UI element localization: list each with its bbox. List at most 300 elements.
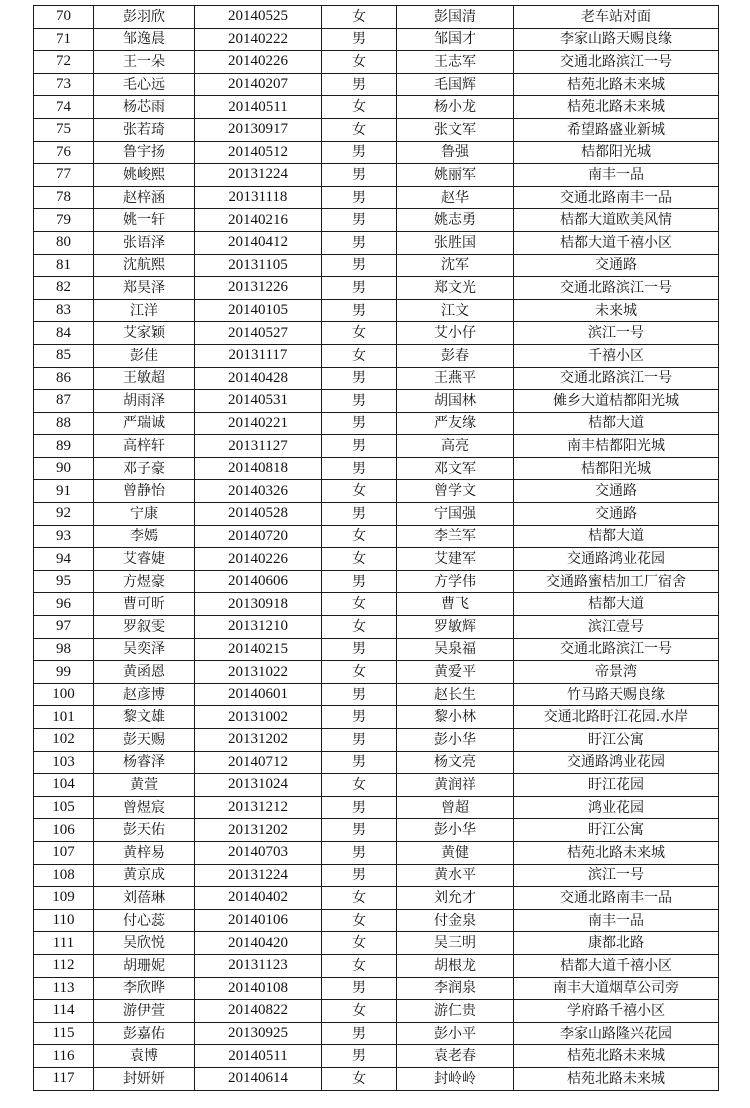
table-row (34, 706, 719, 729)
parent-name-cell: 艾小仔 (397, 322, 514, 345)
table-row (34, 51, 719, 74)
parent-name-cell: 黄润祥 (397, 774, 514, 797)
gender-cell: 女 (322, 322, 397, 345)
birth-date-cell: 20140712 (195, 751, 322, 774)
table-row (34, 864, 719, 887)
parent-name-cell: 严友缘 (397, 412, 514, 435)
gender-cell: 男 (322, 412, 397, 435)
table-row (34, 887, 719, 910)
table-row (34, 683, 719, 706)
home-address-cell: 康都北路 (514, 932, 719, 955)
home-address-cell: 交通路 (514, 254, 719, 277)
parent-name-cell: 胡根龙 (397, 954, 514, 977)
parent-name-cell: 游仁贵 (397, 1000, 514, 1023)
row-number-cell: 83 (34, 299, 94, 322)
table-row (34, 638, 719, 661)
birth-date-cell: 20140720 (195, 525, 322, 548)
gender-cell: 女 (322, 593, 397, 616)
parent-name-cell: 李润泉 (397, 977, 514, 1000)
home-address-cell: 桔都大道欧美风情 (514, 209, 719, 232)
student-name-cell: 杨睿泽 (94, 751, 195, 774)
table-row (34, 1000, 719, 1023)
table-row (34, 28, 719, 51)
home-address-cell: 交通路鸿业花园 (514, 751, 719, 774)
student-name-cell: 王一朵 (94, 51, 195, 74)
gender-cell: 男 (322, 186, 397, 209)
gender-cell: 男 (322, 299, 397, 322)
student-name-cell: 王敏超 (94, 367, 195, 390)
row-number-cell: 111 (34, 932, 94, 955)
student-name-cell: 彭天赐 (94, 729, 195, 752)
birth-date-cell: 20130925 (195, 1022, 322, 1045)
parent-name-cell: 李兰军 (397, 525, 514, 548)
parent-name-cell: 杨小龙 (397, 96, 514, 119)
home-address-cell: 未来城 (514, 299, 719, 322)
table-row (34, 503, 719, 526)
home-address-cell: 交通北路盱江花园.水岸 (514, 706, 719, 729)
gender-cell: 女 (322, 525, 397, 548)
parent-name-cell: 沈军 (397, 254, 514, 277)
gender-cell: 男 (322, 28, 397, 51)
gender-cell: 男 (322, 164, 397, 187)
student-name-cell: 彭嘉佑 (94, 1022, 195, 1045)
birth-date-cell: 20131226 (195, 277, 322, 300)
parent-name-cell: 彭国清 (397, 6, 514, 29)
home-address-cell: 李家山路隆兴花园 (514, 1022, 719, 1045)
table-row (34, 525, 719, 548)
parent-name-cell: 宁国强 (397, 503, 514, 526)
parent-name-cell: 付金泉 (397, 909, 514, 932)
row-number-cell: 96 (34, 593, 94, 616)
parent-name-cell: 姚丽军 (397, 164, 514, 187)
gender-cell: 男 (322, 1022, 397, 1045)
table-row (34, 118, 719, 141)
parent-name-cell: 高亮 (397, 435, 514, 458)
home-address-cell: 盱江公寓 (514, 819, 719, 842)
student-name-cell: 彭羽欣 (94, 6, 195, 29)
parent-name-cell: 封岭岭 (397, 1067, 514, 1090)
gender-cell: 男 (322, 841, 397, 864)
parent-name-cell: 杨文亮 (397, 751, 514, 774)
gender-cell: 男 (322, 141, 397, 164)
table-row (34, 616, 719, 639)
birth-date-cell: 20130917 (195, 118, 322, 141)
student-name-cell: 鲁宇扬 (94, 141, 195, 164)
row-number-cell: 104 (34, 774, 94, 797)
gender-cell: 女 (322, 480, 397, 503)
birth-date-cell: 20131210 (195, 616, 322, 639)
home-address-cell: 交通北路滨江一号 (514, 277, 719, 300)
birth-date-cell: 20140606 (195, 570, 322, 593)
student-name-cell: 杨芯雨 (94, 96, 195, 119)
home-address-cell: 南丰大道烟草公司旁 (514, 977, 719, 1000)
gender-cell: 女 (322, 954, 397, 977)
student-name-cell: 彭佳 (94, 344, 195, 367)
student-name-cell: 胡雨泽 (94, 390, 195, 413)
gender-cell: 女 (322, 932, 397, 955)
student-name-cell: 方煜豪 (94, 570, 195, 593)
birth-date-cell: 20140221 (195, 412, 322, 435)
student-name-cell: 吴奕泽 (94, 638, 195, 661)
parent-name-cell: 王志军 (397, 51, 514, 74)
birth-date-cell: 20131022 (195, 661, 322, 684)
table-row (34, 390, 719, 413)
table-row (34, 435, 719, 458)
birth-date-cell: 20140108 (195, 977, 322, 1000)
birth-date-cell: 20131118 (195, 186, 322, 209)
table-row (34, 254, 719, 277)
home-address-cell: 南丰一品 (514, 164, 719, 187)
parent-name-cell: 彭小平 (397, 1022, 514, 1045)
table-row (34, 96, 719, 119)
table-row (34, 73, 719, 96)
home-address-cell: 滨江壹号 (514, 616, 719, 639)
home-address-cell: 桔苑北路未来城 (514, 96, 719, 119)
student-name-cell: 袁博 (94, 1045, 195, 1068)
gender-cell: 男 (322, 73, 397, 96)
row-number-cell: 91 (34, 480, 94, 503)
gender-cell: 男 (322, 435, 397, 458)
parent-name-cell: 黄爱平 (397, 661, 514, 684)
home-address-cell: 交通北路滨江一号 (514, 367, 719, 390)
table-row (34, 164, 719, 187)
student-name-cell: 高梓轩 (94, 435, 195, 458)
student-name-cell: 黄函恩 (94, 661, 195, 684)
table-row (34, 412, 719, 435)
student-name-cell: 李欣晔 (94, 977, 195, 1000)
table-row (34, 344, 719, 367)
birth-date-cell: 20140822 (195, 1000, 322, 1023)
table-row (34, 367, 719, 390)
student-name-cell: 黎文雄 (94, 706, 195, 729)
student-name-cell: 曾煜宸 (94, 796, 195, 819)
row-number-cell: 86 (34, 367, 94, 390)
student-name-cell: 李嫣 (94, 525, 195, 548)
gender-cell: 男 (322, 390, 397, 413)
birth-date-cell: 20131224 (195, 864, 322, 887)
birth-date-cell: 20140601 (195, 683, 322, 706)
row-number-cell: 110 (34, 909, 94, 932)
parent-name-cell: 姚志勇 (397, 209, 514, 232)
birth-date-cell: 20140226 (195, 548, 322, 571)
table-row (34, 1022, 719, 1045)
birth-date-cell: 20140525 (195, 6, 322, 29)
student-name-cell: 张语泽 (94, 231, 195, 254)
home-address-cell: 桔都阳光城 (514, 141, 719, 164)
row-number-cell: 100 (34, 683, 94, 706)
student-name-cell: 罗叙雯 (94, 616, 195, 639)
parent-name-cell: 彭小华 (397, 819, 514, 842)
student-name-cell: 邓子豪 (94, 457, 195, 480)
birth-date-cell: 20130918 (195, 593, 322, 616)
student-name-cell: 赵彦博 (94, 683, 195, 706)
table-row (34, 548, 719, 571)
student-name-cell: 吴欣悦 (94, 932, 195, 955)
gender-cell: 女 (322, 887, 397, 910)
parent-name-cell: 方学伟 (397, 570, 514, 593)
row-number-cell: 101 (34, 706, 94, 729)
parent-name-cell: 罗敏辉 (397, 616, 514, 639)
row-number-cell: 92 (34, 503, 94, 526)
row-number-cell: 113 (34, 977, 94, 1000)
table-row (34, 751, 719, 774)
home-address-cell: 桔都阳光城 (514, 457, 719, 480)
birth-date-cell: 20140207 (195, 73, 322, 96)
parent-name-cell: 黄健 (397, 841, 514, 864)
row-number-cell: 109 (34, 887, 94, 910)
parent-name-cell: 艾建军 (397, 548, 514, 571)
student-name-cell: 黄萱 (94, 774, 195, 797)
row-number-cell: 97 (34, 616, 94, 639)
parent-name-cell: 黄水平 (397, 864, 514, 887)
birth-date-cell: 20140528 (195, 503, 322, 526)
gender-cell: 男 (322, 254, 397, 277)
home-address-cell: 桔苑北路未来城 (514, 1045, 719, 1068)
parent-name-cell: 吴三明 (397, 932, 514, 955)
student-name-cell: 黄梓易 (94, 841, 195, 864)
row-number-cell: 102 (34, 729, 94, 752)
row-number-cell: 80 (34, 231, 94, 254)
student-name-cell: 赵梓涵 (94, 186, 195, 209)
parent-name-cell: 吴泉福 (397, 638, 514, 661)
home-address-cell: 滨江一号 (514, 322, 719, 345)
table-row (34, 299, 719, 322)
student-name-cell: 艾家颖 (94, 322, 195, 345)
table-row (34, 1045, 719, 1068)
birth-date-cell: 20131117 (195, 344, 322, 367)
birth-date-cell: 20131202 (195, 819, 322, 842)
row-number-cell: 94 (34, 548, 94, 571)
student-name-cell: 张若琦 (94, 118, 195, 141)
table-row (34, 457, 719, 480)
birth-date-cell: 20140818 (195, 457, 322, 480)
birth-date-cell: 20140412 (195, 231, 322, 254)
parent-name-cell: 张胜国 (397, 231, 514, 254)
gender-cell: 男 (322, 706, 397, 729)
row-number-cell: 82 (34, 277, 94, 300)
gender-cell: 女 (322, 51, 397, 74)
gender-cell: 女 (322, 344, 397, 367)
row-number-cell: 88 (34, 412, 94, 435)
home-address-cell: 交通路蜜桔加工厂宿舍 (514, 570, 719, 593)
home-address-cell: 盱江公寓 (514, 729, 719, 752)
home-address-cell: 希望路盛业新城 (514, 118, 719, 141)
row-number-cell: 81 (34, 254, 94, 277)
row-number-cell: 108 (34, 864, 94, 887)
parent-name-cell: 张文军 (397, 118, 514, 141)
row-number-cell: 77 (34, 164, 94, 187)
birth-date-cell: 20131212 (195, 796, 322, 819)
table-row (34, 231, 719, 254)
gender-cell: 男 (322, 503, 397, 526)
birth-date-cell: 20131123 (195, 954, 322, 977)
parent-name-cell: 邹国才 (397, 28, 514, 51)
birth-date-cell: 20131002 (195, 706, 322, 729)
table-row (34, 932, 719, 955)
parent-name-cell: 黎小林 (397, 706, 514, 729)
student-name-cell: 艾睿婕 (94, 548, 195, 571)
table-row (34, 819, 719, 842)
parent-name-cell: 曾超 (397, 796, 514, 819)
gender-cell: 男 (322, 977, 397, 1000)
student-name-cell: 姚峻熙 (94, 164, 195, 187)
row-number-cell: 75 (34, 118, 94, 141)
parent-name-cell: 赵华 (397, 186, 514, 209)
parent-name-cell: 王燕平 (397, 367, 514, 390)
parent-name-cell: 曹飞 (397, 593, 514, 616)
student-name-cell: 沈航熙 (94, 254, 195, 277)
home-address-cell: 交通路鸿业花园 (514, 548, 719, 571)
home-address-cell: 交通北路滨江一号 (514, 51, 719, 74)
gender-cell: 女 (322, 661, 397, 684)
row-number-cell: 89 (34, 435, 94, 458)
birth-date-cell: 20140531 (195, 390, 322, 413)
home-address-cell: 桔苑北路未来城 (514, 73, 719, 96)
row-number-cell: 78 (34, 186, 94, 209)
table-row (34, 661, 719, 684)
row-number-cell: 117 (34, 1067, 94, 1090)
table-row (34, 6, 719, 29)
row-number-cell: 79 (34, 209, 94, 232)
student-name-cell: 郑昊泽 (94, 277, 195, 300)
birth-date-cell: 20131105 (195, 254, 322, 277)
parent-name-cell: 郑文光 (397, 277, 514, 300)
gender-cell: 男 (322, 277, 397, 300)
row-number-cell: 106 (34, 819, 94, 842)
birth-date-cell: 20140105 (195, 299, 322, 322)
row-number-cell: 114 (34, 1000, 94, 1023)
student-name-cell: 毛心远 (94, 73, 195, 96)
home-address-cell: 南丰一品 (514, 909, 719, 932)
row-number-cell: 95 (34, 570, 94, 593)
gender-cell: 男 (322, 231, 397, 254)
table-row (34, 570, 719, 593)
birth-date-cell: 20140326 (195, 480, 322, 503)
gender-cell: 男 (322, 864, 397, 887)
birth-date-cell: 20140428 (195, 367, 322, 390)
student-name-cell: 严瑞诚 (94, 412, 195, 435)
parent-name-cell: 曾学文 (397, 480, 514, 503)
home-address-cell: 李家山路天赐良缘 (514, 28, 719, 51)
row-number-cell: 76 (34, 141, 94, 164)
student-name-cell: 江洋 (94, 299, 195, 322)
gender-cell: 男 (322, 638, 397, 661)
home-address-cell: 桔苑北路未来城 (514, 1067, 719, 1090)
gender-cell: 女 (322, 909, 397, 932)
birth-date-cell: 20140402 (195, 887, 322, 910)
birth-date-cell: 20140512 (195, 141, 322, 164)
row-number-cell: 84 (34, 322, 94, 345)
home-address-cell: 交通北路南丰一品 (514, 887, 719, 910)
gender-cell: 女 (322, 616, 397, 639)
parent-name-cell: 江文 (397, 299, 514, 322)
gender-cell: 男 (322, 209, 397, 232)
birth-date-cell: 20140703 (195, 841, 322, 864)
table-row (34, 954, 719, 977)
row-number-cell: 71 (34, 28, 94, 51)
home-address-cell: 竹马路天赐良缘 (514, 683, 719, 706)
home-address-cell: 交通北路南丰一品 (514, 186, 719, 209)
parent-name-cell: 胡国林 (397, 390, 514, 413)
table-row (34, 322, 719, 345)
home-address-cell: 滨江一号 (514, 864, 719, 887)
student-roster-table (33, 5, 719, 1091)
student-name-cell: 姚一轩 (94, 209, 195, 232)
student-name-cell: 游伊萱 (94, 1000, 195, 1023)
row-number-cell: 107 (34, 841, 94, 864)
birth-date-cell: 20131024 (195, 774, 322, 797)
home-address-cell: 桔都大道 (514, 525, 719, 548)
birth-date-cell: 20131224 (195, 164, 322, 187)
row-number-cell: 90 (34, 457, 94, 480)
table-row (34, 141, 719, 164)
parent-name-cell: 鲁强 (397, 141, 514, 164)
row-number-cell: 112 (34, 954, 94, 977)
birth-date-cell: 20140420 (195, 932, 322, 955)
birth-date-cell: 20140511 (195, 1045, 322, 1068)
birth-date-cell: 20140226 (195, 51, 322, 74)
row-number-cell: 99 (34, 661, 94, 684)
birth-date-cell: 20140527 (195, 322, 322, 345)
gender-cell: 男 (322, 796, 397, 819)
home-address-cell: 桔苑北路未来城 (514, 841, 719, 864)
parent-name-cell: 袁老春 (397, 1045, 514, 1068)
student-name-cell: 黄京成 (94, 864, 195, 887)
home-address-cell: 傩乡大道桔都阳光城 (514, 390, 719, 413)
row-number-cell: 103 (34, 751, 94, 774)
student-name-cell: 曹可昕 (94, 593, 195, 616)
student-name-cell: 宁康 (94, 503, 195, 526)
birth-date-cell: 20140216 (195, 209, 322, 232)
gender-cell: 男 (322, 367, 397, 390)
home-address-cell: 学府路千禧小区 (514, 1000, 719, 1023)
gender-cell: 男 (322, 457, 397, 480)
birth-date-cell: 20131202 (195, 729, 322, 752)
home-address-cell: 桔都大道千禧小区 (514, 231, 719, 254)
birth-date-cell: 20131127 (195, 435, 322, 458)
table-row (34, 796, 719, 819)
home-address-cell: 鸿业花园 (514, 796, 719, 819)
gender-cell: 男 (322, 570, 397, 593)
parent-name-cell: 毛国辉 (397, 73, 514, 96)
student-name-cell: 彭天佑 (94, 819, 195, 842)
row-number-cell: 98 (34, 638, 94, 661)
gender-cell: 男 (322, 751, 397, 774)
row-number-cell: 73 (34, 73, 94, 96)
row-number-cell: 93 (34, 525, 94, 548)
student-name-cell: 刘蓓琳 (94, 887, 195, 910)
table-row (34, 209, 719, 232)
birth-date-cell: 20140614 (195, 1067, 322, 1090)
table-row (34, 480, 719, 503)
gender-cell: 男 (322, 729, 397, 752)
home-address-cell: 千禧小区 (514, 344, 719, 367)
table-row (34, 841, 719, 864)
parent-name-cell: 刘允才 (397, 887, 514, 910)
birth-date-cell: 20140215 (195, 638, 322, 661)
gender-cell: 女 (322, 1000, 397, 1023)
table-row (34, 186, 719, 209)
home-address-cell: 桔都大道千禧小区 (514, 954, 719, 977)
row-number-cell: 115 (34, 1022, 94, 1045)
birth-date-cell: 20140106 (195, 909, 322, 932)
birth-date-cell: 20140222 (195, 28, 322, 51)
home-address-cell: 交通路 (514, 480, 719, 503)
row-number-cell: 116 (34, 1045, 94, 1068)
gender-cell: 女 (322, 774, 397, 797)
gender-cell: 女 (322, 96, 397, 119)
row-number-cell: 74 (34, 96, 94, 119)
